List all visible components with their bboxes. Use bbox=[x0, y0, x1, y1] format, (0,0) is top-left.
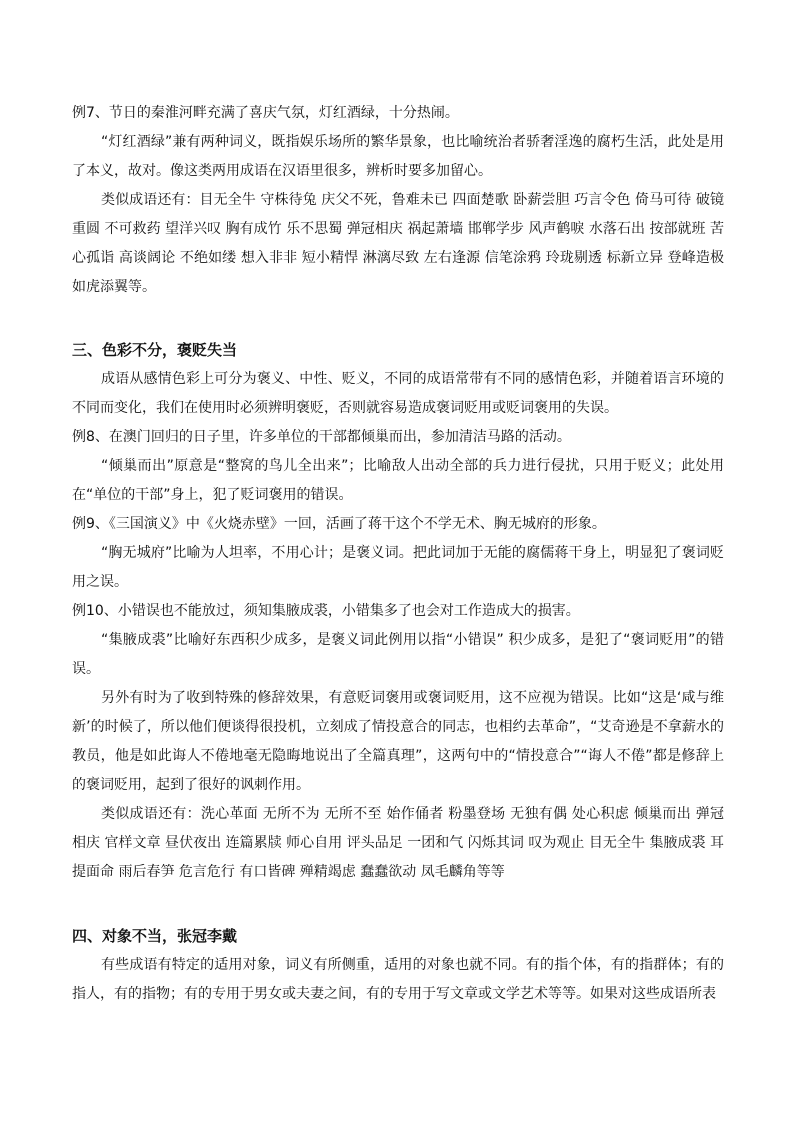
similar-idioms-list-1: 类似成语还有：目无全牛 守株待兔 庆父不死，鲁难未已 四面楚歌 卧薪尝胆 巧言令色 倚马可待 破镜重圆 不可救药 望洋兴叹 胸有成竹 乐不思蜀 弹冠相庆 祸起萧墙 邯郸学步 风声鹤唳 水落石出 按部就班 苦心孤诣 高谈阔论 不绝如缕 想入非非 短小精悍 淋漓尽致 左右逢源 信笔涂鸦 玲珑剔透 标新立异 登峰造极 如虎添翼等。 bbox=[72, 192, 724, 295]
rhetoric-exception-paragraph: 另外有时为了收到特殊的修辞效果，有意贬词褒用或褒词贬用，这不应视为错误。比如“这是‘咸与维新’的时候了，所以他们便谈得很投机，立刻成了情投意合的同志，也相约去革命”，“艾奇逊是不拿薪水的教员，他是如此诲人不倦地毫无隐晦地说出了全篇真理”，这两句中的“情投意合”“诲人不倦”都是修辞上的褒词贬用，起到了很好的讽刺作用。 bbox=[72, 690, 724, 793]
section-3-heading: 三、色彩不分，褒贬失当 bbox=[72, 341, 238, 359]
example-8-explanation: “倾巢而出”原意是“整窝的鸟儿全出来”；比喻敌人出动全部的兵力进行侵扰，只用于贬义；此处用在“单位的干部”身上，犯了贬词褒用的错误。 bbox=[72, 458, 724, 503]
section-3-intro: 成语从感情色彩上可分为褒义、中性、贬义，不同的成语常带有不同的感情色彩，并随着语言环境的不同而变化，我们在使用时必须辨明褒贬，否则就容易造成褒词贬用或贬词褒用的失误。 bbox=[72, 371, 724, 416]
section-4-intro: 有些成语有特定的适用对象，词义有所侧重，适用的对象也就不同。有的指个体，有的指群体；有的指人，有的指物；有的专用于男女或夫妻之间，有的专用于写文章或文学艺术等等。如果对这些成语所表 bbox=[72, 957, 724, 1002]
similar-idioms-list-2: 类似成语还有：洗心革面 无所不为 无所不至 始作俑者 粉墨登场 无独有偶 处心积虑 倾巢而出 弹冠相庆 官样文章 昼伏夜出 连篇累牍 师心自用 评头品足 一团和气 闪烁其词 叹为观止 目无全牛 集腋成裘 耳提面命 雨后春笋 危言危行 有口皆碑 殚精竭虑 蠢蠢欲动 凤毛麟角等等 bbox=[72, 806, 724, 880]
example-9-explanation: “胸无城府”比喻为人坦率，不用心计；是褒义词。把此词加于无能的腐儒蒋干身上，明显犯了褒词贬用之误。 bbox=[72, 545, 724, 590]
example-7-sentence: 例7、节日的秦淮河畔充满了喜庆气氛，灯红酒绿，十分热闹。 bbox=[72, 105, 459, 121]
example-7-explanation: “灯红酒绿”兼有两种词义，既指娱乐场所的繁华景象，也比喻统治者骄奢淫逸的腐朽生活，此处是用了本义，故对。像这类两用成语在汉语里很多，辨析时要多加留心。 bbox=[72, 134, 724, 179]
section-4-heading: 四、对象不当，张冠李戴 bbox=[72, 927, 238, 945]
example-8-sentence: 例8、在澳门回归的日子里，许多单位的干部都倾巢而出，参加清洁马路的活动。 bbox=[72, 429, 571, 445]
example-10-sentence: 例10、小错误也不能放过，须知集腋成裘，小错集多了也会对工作造成大的损害。 bbox=[72, 603, 580, 619]
example-10-explanation: “集腋成裘”比喻好东西积少成多，是褒义词此例用以指“小错误” 积少成多，是犯了“褒词贬用”的错误。 bbox=[72, 632, 724, 677]
example-9-sentence: 例9、《三国演义》中《火烧赤壁》一回，活画了蒋干这个不学无术、胸无城府的形象。 bbox=[72, 516, 606, 532]
